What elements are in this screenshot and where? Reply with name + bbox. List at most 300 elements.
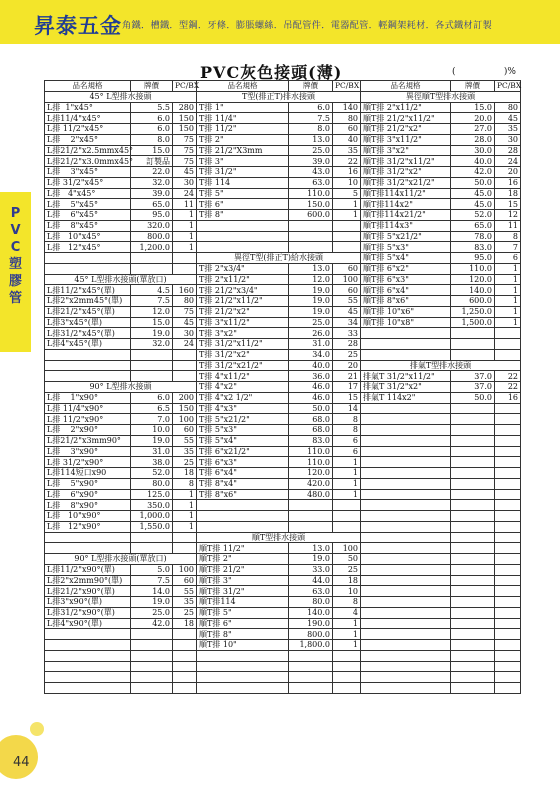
item-qty: 22: [495, 382, 521, 393]
table-row: [361, 328, 521, 339]
item-qty: [173, 640, 197, 651]
table-row: [197, 554, 361, 565]
item-price: 33.0: [289, 564, 333, 575]
col-header-name: 品名規格: [45, 81, 131, 92]
item-qty: 25: [173, 457, 197, 468]
category-label-char: V: [10, 223, 21, 238]
item-name: T排 31/2": [197, 167, 289, 178]
item-name: 排氣T 114x2": [361, 392, 451, 403]
item-price: [451, 446, 495, 457]
item-name: 順T排 11/2": [197, 543, 289, 554]
item-qty: [173, 349, 197, 360]
item-name: [45, 349, 131, 360]
table-row: [361, 457, 521, 468]
item-price: 26.0: [289, 328, 333, 339]
table-row: [361, 640, 521, 651]
item-name: 順T排 8"x6": [361, 296, 451, 307]
item-qty: [495, 683, 521, 694]
item-price: 40.0: [289, 360, 333, 371]
page-title: PVC灰色接頭(薄): [200, 63, 343, 82]
table-row: [197, 328, 361, 339]
item-qty: 11: [173, 199, 197, 210]
item-price: 37.0: [451, 382, 495, 393]
item-name: L排 2"x45°: [45, 134, 131, 145]
item-price: [451, 607, 495, 618]
item-name: T排 21/2"X3mm: [197, 145, 289, 156]
table-row: [45, 478, 197, 489]
item-price: 65.0: [131, 199, 173, 210]
item-price: 37.0: [451, 371, 495, 382]
item-qty: 60: [333, 263, 361, 274]
table-row: [361, 199, 521, 210]
item-qty: [495, 468, 521, 479]
table-header-row: [45, 81, 197, 92]
section-row: [361, 91, 521, 102]
item-name: L排 12"x90°: [45, 521, 131, 532]
item-qty: 22: [495, 371, 521, 382]
item-price: 42.0: [131, 618, 173, 629]
section-title: 異徑順T型排水接頭: [361, 91, 521, 102]
item-name: T排 31/2"x2": [197, 349, 289, 360]
item-qty: 35: [173, 446, 197, 457]
item-price: [289, 220, 333, 231]
item-name: L排 8"x45°: [45, 220, 131, 231]
item-price: 36.0: [289, 371, 333, 382]
item-price: [451, 339, 495, 350]
item-name: [361, 640, 451, 651]
table-header-row: [361, 81, 521, 92]
item-qty: 20: [495, 167, 521, 178]
table-row: [197, 177, 361, 188]
item-qty: 24: [173, 188, 197, 199]
item-qty: 60: [333, 285, 361, 296]
item-price: [131, 253, 173, 264]
item-name: 順T排 21/2"x11/2": [361, 113, 451, 124]
item-name: T排 3"x11/2": [197, 317, 289, 328]
brand-name: 昇泰五金: [34, 14, 122, 38]
item-name: 順T排 6"x4": [361, 285, 451, 296]
item-price: 39.0: [289, 156, 333, 167]
table-row: [361, 145, 521, 156]
item-qty: 16: [495, 392, 521, 403]
table-row: [197, 134, 361, 145]
item-name: L排21/2"x90°(單): [45, 586, 131, 597]
table-row: [361, 210, 521, 221]
item-qty: 150: [173, 124, 197, 135]
item-name: 排氣T 31/2"x2": [361, 382, 451, 393]
item-price: 1,500.0: [451, 317, 495, 328]
item-name: L排2"x2mm45°(單): [45, 296, 131, 307]
table-row: [361, 650, 521, 661]
section-title: 90° L型排水接頭: [45, 382, 197, 393]
item-qty: 18: [173, 468, 197, 479]
item-price: [451, 564, 495, 575]
item-qty: 40: [333, 134, 361, 145]
item-price: 600.0: [289, 210, 333, 221]
item-price: [131, 672, 173, 683]
category-label-char: 膠: [8, 274, 22, 289]
item-price: 8.0: [289, 124, 333, 135]
item-price: 83.0: [289, 435, 333, 446]
item-name: L排31/2"x45°(單): [45, 328, 131, 339]
item-qty: 280: [173, 102, 197, 113]
section-row: [45, 274, 197, 285]
item-price: 30.0: [451, 145, 495, 156]
percent-close: )%: [503, 67, 516, 77]
section-title: 45° L型排水接頭: [45, 91, 197, 102]
item-price: [451, 575, 495, 586]
item-name: [45, 640, 131, 651]
item-price: 28.0: [451, 134, 495, 145]
item-qty: [495, 521, 521, 532]
col-header-qty: PC/BX: [173, 81, 197, 92]
table-row: [45, 511, 197, 522]
item-qty: [333, 511, 361, 522]
item-price: 42.0: [451, 167, 495, 178]
item-name: L排 8"x90°: [45, 500, 131, 511]
item-price: 46.0: [289, 392, 333, 403]
item-name: 順T排 8": [197, 629, 289, 640]
table-row: [197, 446, 361, 457]
item-qty: 75: [173, 145, 197, 156]
item-qty: 20: [333, 360, 361, 371]
table-row: [45, 263, 197, 274]
item-price: 15.0: [451, 102, 495, 113]
item-name: [361, 532, 451, 543]
table-row: [361, 167, 521, 178]
item-qty: 1: [173, 220, 197, 231]
item-price: 52.0: [451, 210, 495, 221]
item-name: L排 5"x90°: [45, 478, 131, 489]
table-row: [361, 575, 521, 586]
table-row: [361, 435, 521, 446]
col-header-qty: PC/BX: [333, 81, 361, 92]
item-price: [451, 403, 495, 414]
item-price: [131, 629, 173, 640]
table-row: [197, 349, 361, 360]
item-qty: 35: [173, 597, 197, 608]
item-name: L排11/2"x90°(單): [45, 564, 131, 575]
item-price: 40.0: [451, 156, 495, 167]
table-row: [197, 339, 361, 350]
table-row: [45, 435, 197, 446]
item-price: 50.0: [289, 403, 333, 414]
item-name: 順T排 6"x2": [361, 263, 451, 274]
table-row: [45, 349, 197, 360]
item-price: [289, 650, 333, 661]
item-price: 50.0: [451, 177, 495, 188]
item-name: [361, 521, 451, 532]
item-name: L排21/2"x3mm90°: [45, 435, 131, 446]
table-row: [45, 253, 197, 264]
item-qty: [333, 231, 361, 242]
table-row: [45, 188, 197, 199]
item-name: [361, 564, 451, 575]
item-qty: [173, 629, 197, 640]
item-price: 19.0: [289, 554, 333, 565]
item-qty: [173, 263, 197, 274]
item-name: 順T排114x2": [361, 199, 451, 210]
item-qty: 1: [333, 640, 361, 651]
item-qty: [173, 683, 197, 694]
item-price: [451, 521, 495, 532]
item-name: 順T排114x3": [361, 220, 451, 231]
table-row: [197, 672, 361, 683]
item-qty: 18: [173, 618, 197, 629]
item-name: 排氣T 31/2"x11/2": [361, 371, 451, 382]
item-qty: [173, 532, 197, 543]
item-price: 5.0: [131, 564, 173, 575]
item-name: L排11/2"x45°(單): [45, 285, 131, 296]
item-name: T排 6": [197, 199, 289, 210]
decor-circle-small: [30, 722, 44, 736]
item-qty: 24: [173, 339, 197, 350]
item-name: [361, 554, 451, 565]
item-price: 46.0: [289, 382, 333, 393]
item-name: [45, 532, 131, 543]
item-price: [289, 672, 333, 683]
item-name: 順T排 2": [197, 554, 289, 565]
table-row: [45, 102, 197, 113]
item-name: 順T排 21/2"x2": [361, 124, 451, 135]
item-name: 順T排 5"x3": [361, 242, 451, 253]
item-name: L排 31/2"x45°: [45, 177, 131, 188]
item-qty: [495, 414, 521, 425]
item-name: L排3"x45°(單): [45, 317, 131, 328]
table-row: [197, 124, 361, 135]
item-price: 110.0: [451, 263, 495, 274]
item-qty: [495, 629, 521, 640]
table-row: [361, 177, 521, 188]
table-row: [45, 575, 197, 586]
item-name: L排 4"x45°: [45, 188, 131, 199]
table-row: [45, 521, 197, 532]
table-row: [197, 489, 361, 500]
item-price: 6.0: [131, 113, 173, 124]
item-name: T排 8": [197, 210, 289, 221]
item-qty: [495, 586, 521, 597]
item-name: T排 3": [197, 156, 289, 167]
table-row: [45, 145, 197, 156]
price-table-col3: [360, 80, 521, 694]
item-name: 順T排114x21/2": [361, 210, 451, 221]
item-price: [131, 371, 173, 382]
item-price: [131, 683, 173, 694]
item-name: L排21/2"x45°(單): [45, 306, 131, 317]
item-price: 125.0: [131, 489, 173, 500]
item-name: T排 11/2": [197, 124, 289, 135]
item-price: 1,200.0: [131, 242, 173, 253]
table-row: [197, 500, 361, 511]
item-name: [361, 575, 451, 586]
table-row: [197, 113, 361, 124]
item-qty: [495, 564, 521, 575]
table-row: [45, 242, 197, 253]
item-name: 順T排 31/2"x11/2": [361, 156, 451, 167]
item-price: [451, 414, 495, 425]
item-qty: [495, 339, 521, 350]
table-row: [361, 597, 521, 608]
item-qty: [495, 607, 521, 618]
item-name: L排 2"x90°: [45, 425, 131, 436]
item-name: [361, 683, 451, 694]
table-row: [45, 489, 197, 500]
item-name: [361, 672, 451, 683]
item-qty: 30: [495, 134, 521, 145]
item-qty: 35: [333, 145, 361, 156]
item-qty: 7: [495, 242, 521, 253]
item-name: [361, 403, 451, 414]
table-row: [361, 156, 521, 167]
item-qty: [495, 328, 521, 339]
item-qty: 8: [173, 478, 197, 489]
item-name: T排 4"x2 1/2": [197, 392, 289, 403]
item-qty: 28: [333, 339, 361, 350]
item-name: L排 12"x45°: [45, 242, 131, 253]
item-name: T排 5"x4": [197, 435, 289, 446]
item-qty: [495, 661, 521, 672]
item-price: 19.0: [131, 328, 173, 339]
item-price: 45.0: [451, 199, 495, 210]
item-price: 68.0: [289, 425, 333, 436]
table-row: [361, 564, 521, 575]
item-name: [197, 650, 289, 661]
item-price: [451, 543, 495, 554]
item-qty: 1: [495, 296, 521, 307]
item-qty: 5: [333, 188, 361, 199]
item-price: 44.0: [289, 575, 333, 586]
item-qty: 1: [495, 306, 521, 317]
table-row: [45, 403, 197, 414]
table-row: [45, 339, 197, 350]
item-name: L排114短口x90: [45, 468, 131, 479]
item-name: T排 5": [197, 188, 289, 199]
item-qty: 1: [495, 317, 521, 328]
item-price: 1,800.0: [289, 640, 333, 651]
item-name: T排 21/2"x2": [197, 306, 289, 317]
item-name: [361, 500, 451, 511]
item-qty: [333, 521, 361, 532]
item-qty: [495, 403, 521, 414]
item-name: L排 3"x45°: [45, 167, 131, 178]
category-label: [2, 205, 29, 307]
item-qty: 30: [173, 328, 197, 339]
table-row: [361, 263, 521, 274]
table-row: [361, 253, 521, 264]
table-row: [197, 683, 361, 694]
item-price: [289, 511, 333, 522]
table-row: [361, 220, 521, 231]
item-name: [197, 672, 289, 683]
table-row: [45, 134, 197, 145]
table-row: [197, 543, 361, 554]
item-qty: 45: [173, 317, 197, 328]
item-price: [289, 242, 333, 253]
table-row: [45, 425, 197, 436]
item-qty: 8: [495, 231, 521, 242]
item-qty: 75: [173, 134, 197, 145]
table-row: [197, 263, 361, 274]
table-row: [45, 640, 197, 651]
table-row: [45, 672, 197, 683]
table-row: [197, 521, 361, 532]
item-qty: [495, 478, 521, 489]
item-price: 43.0: [289, 167, 333, 178]
item-qty: [333, 242, 361, 253]
item-name: L排 3"x90°: [45, 446, 131, 457]
item-price: 13.0: [289, 134, 333, 145]
item-qty: 75: [173, 156, 197, 167]
item-name: [45, 543, 131, 554]
item-price: 19.0: [131, 597, 173, 608]
item-price: 19.0: [131, 435, 173, 446]
table-row: [197, 650, 361, 661]
item-name: L排 10"x90°: [45, 511, 131, 522]
item-qty: 1: [173, 500, 197, 511]
item-qty: 10: [333, 586, 361, 597]
item-price: 45.0: [451, 188, 495, 199]
item-name: T排 4"x3": [197, 403, 289, 414]
item-qty: [495, 500, 521, 511]
item-price: [451, 468, 495, 479]
percent-open: (: [452, 67, 456, 77]
item-qty: 16: [333, 167, 361, 178]
section-title: 異徑T型(排正T)給水接頭: [197, 253, 361, 264]
item-qty: [173, 650, 197, 661]
item-price: 7.5: [289, 113, 333, 124]
table-row: [45, 210, 197, 221]
item-qty: 16: [495, 177, 521, 188]
item-price: 20.0: [451, 113, 495, 124]
item-qty: 35: [495, 124, 521, 135]
table-row: [45, 306, 197, 317]
item-name: [197, 220, 289, 231]
table-row: [197, 629, 361, 640]
table-row: [45, 500, 197, 511]
item-qty: 15: [495, 199, 521, 210]
item-name: [361, 425, 451, 436]
col-header-price: 牌價: [451, 81, 495, 92]
table-row: [361, 317, 521, 328]
item-qty: 100: [173, 564, 197, 575]
item-qty: 100: [333, 543, 361, 554]
item-price: 32.0: [131, 177, 173, 188]
item-qty: 15: [333, 392, 361, 403]
item-price: 25.0: [289, 145, 333, 156]
item-qty: 17: [333, 382, 361, 393]
table-row: [197, 468, 361, 479]
item-name: T排 2"x11/2": [197, 274, 289, 285]
table-row: [197, 306, 361, 317]
table-row: [45, 167, 197, 178]
item-qty: [333, 650, 361, 661]
item-qty: 1: [333, 457, 361, 468]
item-qty: 80: [333, 113, 361, 124]
table-row: [45, 220, 197, 231]
table-row: [361, 543, 521, 554]
item-price: [451, 478, 495, 489]
table-row: [45, 124, 197, 135]
table-row: [361, 672, 521, 683]
col-header-price: 牌價: [289, 81, 333, 92]
item-price: [451, 672, 495, 683]
item-qty: 1: [495, 285, 521, 296]
table-row: [197, 661, 361, 672]
table-row: [361, 446, 521, 457]
item-price: [289, 661, 333, 672]
item-price: [451, 435, 495, 446]
item-price: 38.0: [131, 457, 173, 468]
